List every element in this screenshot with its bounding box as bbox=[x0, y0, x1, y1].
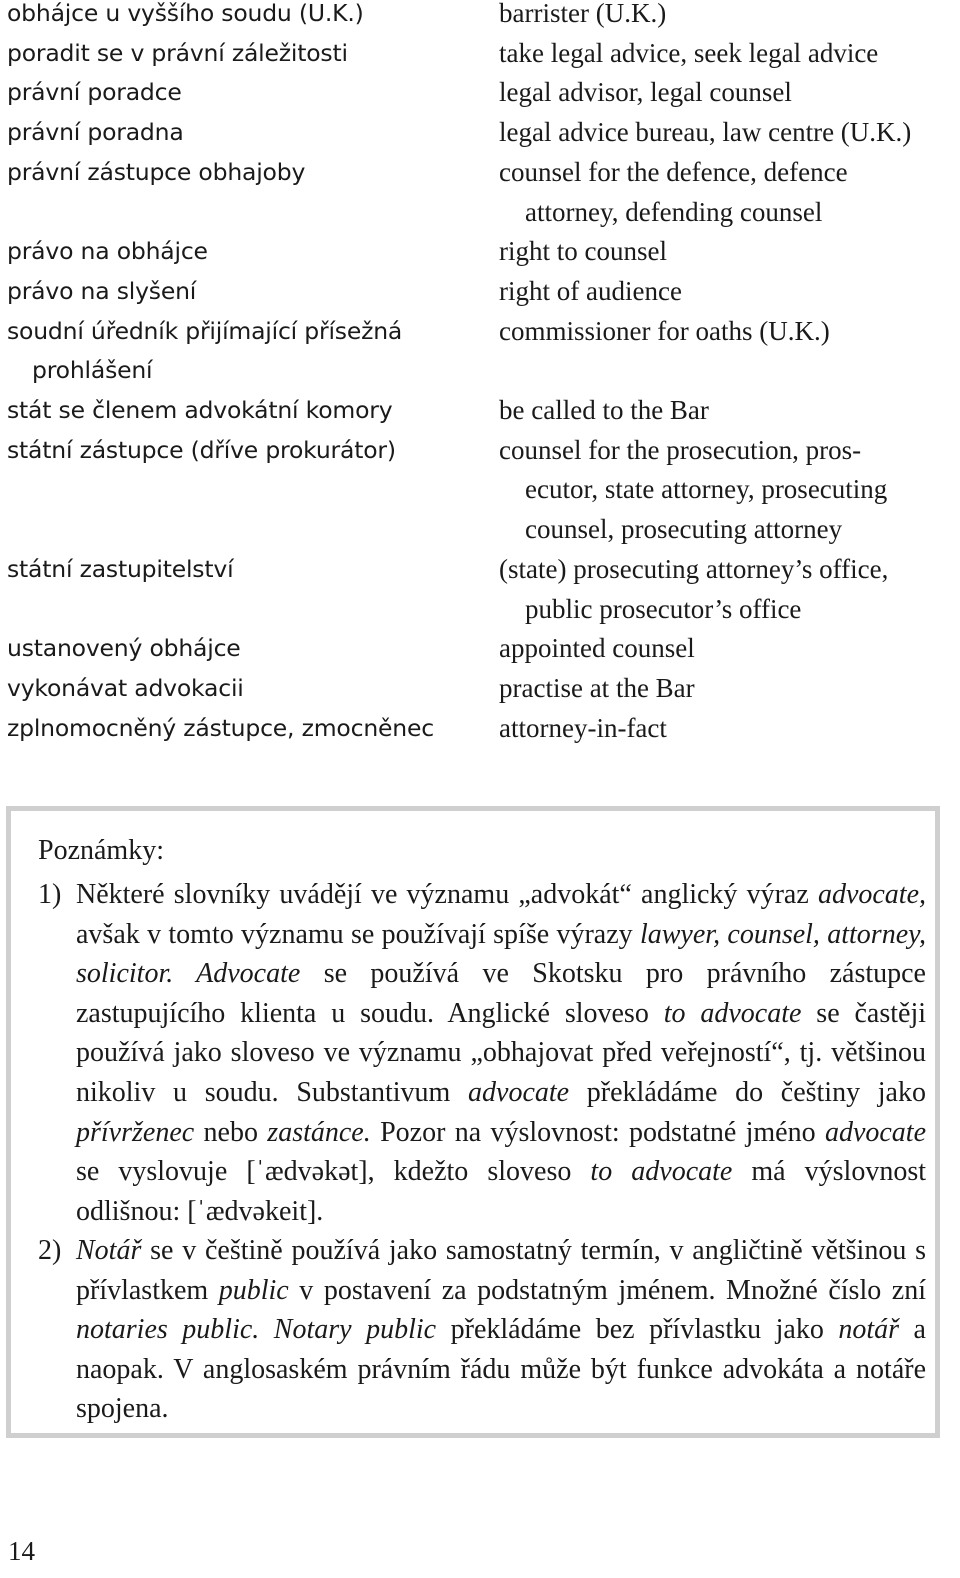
czech-term-text: soudní úředník přijímající přísežná bbox=[7, 316, 403, 345]
note-italic-term: přívrženec bbox=[76, 1116, 195, 1148]
note-text-segment: nebo bbox=[194, 1116, 268, 1148]
english-term-text: right of audience bbox=[499, 275, 682, 306]
czech-term-text: obhájce u vyššího soudu (U.K.) bbox=[7, 0, 364, 27]
note-text-segment: v postavení za podstatným jménem. Množné číslo zní bbox=[288, 1274, 926, 1306]
english-term bbox=[499, 550, 949, 629]
czech-term-text: státní zastupitelství bbox=[7, 554, 234, 583]
english-term-text: practise at the Bar bbox=[499, 672, 695, 703]
english-term bbox=[499, 629, 949, 669]
english-term-text: attorney-in-fact bbox=[499, 712, 667, 743]
czech-term-text: právo na slyšení bbox=[7, 276, 197, 305]
english-term-continuation: ecutor, state attorney, prosecuting counsel, prosecuting attorney bbox=[525, 474, 888, 545]
note-text-segment: se vyslovuje [ˈædvəkət], kdežto sloveso bbox=[76, 1156, 591, 1188]
english-term bbox=[499, 669, 949, 709]
czech-term bbox=[7, 34, 477, 74]
czech-term bbox=[7, 431, 477, 471]
english-term-continuation: attorney, defending counsel bbox=[525, 196, 823, 227]
page-number: 14 bbox=[8, 1536, 35, 1566]
note-italic-term: public bbox=[218, 1274, 289, 1306]
note-text bbox=[76, 875, 926, 1231]
note-text-segment: se v češtině používá jako samostatný termín, v angličtině většinou s přívlastkem bbox=[76, 1235, 926, 1306]
czech-term bbox=[7, 113, 477, 153]
czech-term bbox=[7, 73, 477, 113]
english-term bbox=[499, 0, 949, 34]
english-term-text: counsel for the defence, defence bbox=[499, 156, 848, 187]
czech-term bbox=[7, 312, 477, 391]
english-term-text: (state) prosecuting attorney’s office, bbox=[499, 553, 889, 584]
english-term-text: commissioner for oaths (U.K.) bbox=[499, 315, 830, 346]
english-term-text: appointed counsel bbox=[499, 633, 695, 664]
note-italic-term: lawyer, counsel, attorney, solicitor. Advocate bbox=[76, 918, 927, 990]
note-text-segment: avšak v tomto významu se používají spíše výrazy bbox=[76, 918, 640, 950]
english-term-continuation: public prosecutor’s office bbox=[525, 593, 802, 624]
czech-term-text: stát se členem advokátní komory bbox=[7, 396, 393, 424]
english-term-text: be called to the Bar bbox=[499, 395, 709, 425]
english-term bbox=[499, 232, 949, 272]
czech-term-text: zplnomocněný zástupce, zmocněnec bbox=[7, 713, 434, 742]
czech-term bbox=[7, 232, 477, 272]
notes-box bbox=[6, 806, 940, 1438]
note-text-segment: se častěji používá jako sloveso ve významu „obhajovat před veřejností“, tj. většinou nikoliv u soudu. Substantivum bbox=[76, 997, 927, 1108]
english-term bbox=[499, 73, 949, 113]
note-text-segment: se používá ve Skotsku pro právního zástupce zastupujícího klienta u soudu. Anglické sloveso bbox=[76, 958, 926, 1029]
czech-term bbox=[7, 272, 477, 312]
note-italic-term: zastánce. bbox=[267, 1116, 371, 1148]
note-text-segment: a naopak. V anglosaském právním řádu může být funkce advokáta a notáře spojena. bbox=[76, 1314, 926, 1425]
glossary-table bbox=[0, 0, 960, 760]
note-italic-term: notář bbox=[838, 1314, 900, 1346]
english-term-text: right to counsel bbox=[499, 236, 667, 267]
notes-title: Poznámky: bbox=[38, 835, 164, 866]
czech-term-text: ustanovený obhájce bbox=[7, 634, 241, 663]
note-italic-term: notaries public. Notary public bbox=[76, 1314, 437, 1346]
czech-term-text: právní poradna bbox=[7, 118, 184, 147]
note-italic-term: advocate bbox=[468, 1076, 570, 1108]
czech-term-text: státní zástupce (dříve prokurátor) bbox=[7, 435, 396, 464]
czech-term-text: právní zástupce obhajoby bbox=[7, 157, 306, 186]
czech-term-text: vykonávat advokacii bbox=[7, 673, 244, 702]
note-text-segment: překládáme do češtiny jako bbox=[569, 1076, 926, 1108]
english-term-text: legal advisor, legal counsel bbox=[499, 77, 792, 108]
czech-term bbox=[7, 391, 477, 431]
english-term bbox=[499, 34, 949, 74]
note-italic-term: advocate, bbox=[817, 879, 926, 910]
english-term bbox=[499, 709, 949, 749]
czech-term bbox=[7, 709, 477, 749]
czech-term bbox=[7, 153, 477, 193]
note-italic-term: to advocate bbox=[663, 997, 802, 1029]
note-italic-term: Notář bbox=[76, 1235, 142, 1266]
note-text-segment: má výslovnost odlišnou: [ˈædvəkeit]. bbox=[76, 1156, 927, 1227]
english-term bbox=[499, 391, 949, 431]
note-number: 2) bbox=[38, 1235, 62, 1266]
note-text bbox=[76, 1231, 926, 1429]
note-italic-term: to advocate bbox=[590, 1156, 733, 1188]
note-italic-term: advocate bbox=[824, 1116, 926, 1148]
english-term bbox=[499, 113, 949, 153]
note-text-segment: překládáme bez přívlastku jako bbox=[436, 1314, 839, 1346]
english-term-text: legal advice bureau, law centre (U.K.) bbox=[499, 117, 912, 148]
english-term-text: counsel for the prosecution, pros- bbox=[499, 434, 862, 465]
czech-term-text: právní poradce bbox=[7, 78, 182, 107]
english-term-text: barrister (U.K.) bbox=[499, 0, 667, 28]
czech-term-text: právo na obhájce bbox=[7, 237, 208, 266]
czech-term bbox=[7, 550, 477, 590]
czech-term-text: poradit se v právní záležitosti bbox=[7, 38, 348, 67]
note-text-segment: Pozor na výslovnost: podstatné jméno bbox=[370, 1116, 825, 1148]
english-term bbox=[499, 153, 949, 232]
note-number: 1) bbox=[38, 879, 62, 910]
english-term bbox=[499, 272, 949, 312]
english-term-text: take legal advice, seek legal advice bbox=[499, 37, 879, 68]
note-text-segment: Některé slovníky uvádějí ve významu „advokát“ anglický výraz bbox=[76, 879, 818, 910]
czech-term bbox=[7, 0, 477, 34]
czech-term bbox=[7, 669, 477, 709]
czech-term-continuation: prohlášení bbox=[32, 356, 153, 385]
english-term bbox=[499, 431, 949, 550]
english-term bbox=[499, 312, 949, 352]
czech-term bbox=[7, 629, 477, 669]
